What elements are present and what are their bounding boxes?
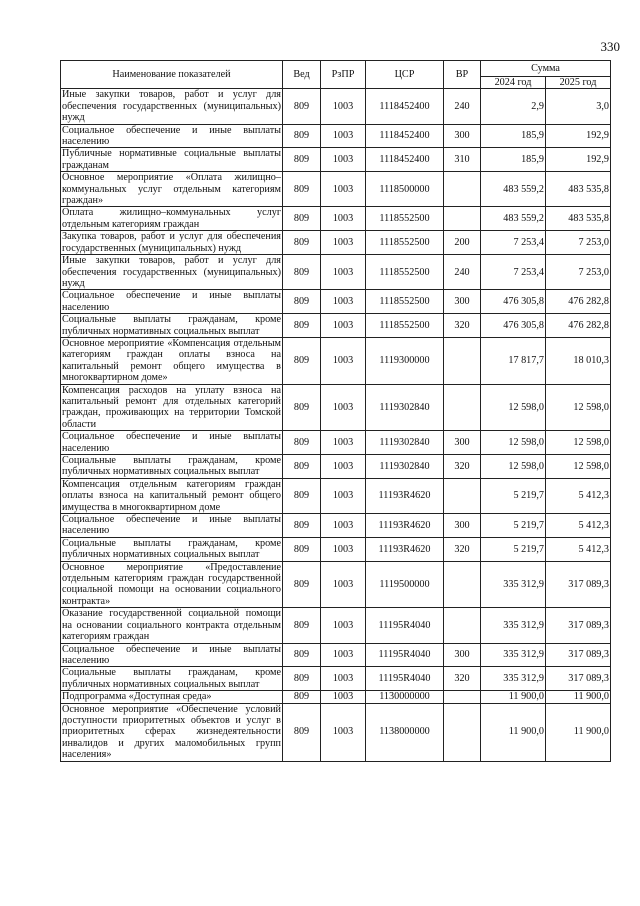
row-rzpr: 1003 <box>321 703 366 761</box>
row-sum-2025: 18 010,3 <box>546 337 611 384</box>
row-csr: 1119302840 <box>366 431 444 455</box>
row-vr <box>444 608 481 643</box>
row-sum-2024: 476 305,8 <box>481 290 546 314</box>
row-vr: 310 <box>444 148 481 172</box>
row-sum-2024: 2,9 <box>481 89 546 124</box>
row-csr: 1119500000 <box>366 561 444 608</box>
row-rzpr: 1003 <box>321 255 366 290</box>
row-vr <box>444 703 481 761</box>
table-row <box>61 337 611 384</box>
row-rzpr: 1003 <box>321 478 366 513</box>
row-csr: 1118452400 <box>366 148 444 172</box>
row-vr: 300 <box>444 124 481 148</box>
table-row <box>61 537 611 561</box>
row-csr: 1118552500 <box>366 207 444 231</box>
row-name: Подпрограмма «Доступная среда» <box>61 691 283 703</box>
row-csr: 1118552500 <box>366 231 444 255</box>
row-ved: 809 <box>283 561 321 608</box>
row-csr: 1119302840 <box>366 455 444 479</box>
row-sum-2024: 7 253,4 <box>481 255 546 290</box>
header-year-2024: 2024 год <box>481 77 546 89</box>
row-ved: 809 <box>283 89 321 124</box>
row-rzpr: 1003 <box>321 514 366 538</box>
row-sum-2024: 12 598,0 <box>481 384 546 431</box>
row-sum-2025: 483 535,8 <box>546 172 611 207</box>
row-name: Социальные выплаты гражданам, кроме публичных нормативных социальных выплат <box>62 537 281 561</box>
row-vr <box>444 207 481 231</box>
row-ved: 809 <box>283 207 321 231</box>
row-ved: 809 <box>283 537 321 561</box>
header-sum: Сумма <box>481 61 611 77</box>
row-rzpr: 1003 <box>321 89 366 124</box>
row-ved: 809 <box>283 124 321 148</box>
row-rzpr: 1003 <box>321 643 366 667</box>
header-name: Наименование показателей <box>61 61 283 89</box>
row-sum-2024: 12 598,0 <box>481 431 546 455</box>
row-name: Социальное обеспечение и иные выплаты населению <box>62 124 281 148</box>
row-vr: 320 <box>444 314 481 338</box>
row-rzpr: 1003 <box>321 455 366 479</box>
row-sum-2024: 185,9 <box>481 148 546 172</box>
row-rzpr: 1003 <box>321 384 366 431</box>
row-sum-2025: 7 253,0 <box>546 231 611 255</box>
table-row <box>61 148 611 172</box>
row-sum-2024: 476 305,8 <box>481 314 546 338</box>
row-csr: 1119302840 <box>366 384 444 431</box>
budget-table <box>60 60 611 762</box>
table-row <box>61 231 611 255</box>
table-row <box>61 255 611 290</box>
row-name: Компенсация отдельным категориям граждан оплаты взноса на капитальный ремонт общего имущества в многоквартирном доме <box>62 478 281 513</box>
table-header <box>61 61 611 89</box>
row-rzpr: 1003 <box>321 561 366 608</box>
table-row <box>61 561 611 608</box>
row-ved: 809 <box>283 667 321 691</box>
row-csr: 11193R4620 <box>366 478 444 513</box>
table-row <box>61 455 611 479</box>
row-csr: 1118500000 <box>366 172 444 207</box>
table-row <box>61 514 611 538</box>
row-sum-2024: 11 900,0 <box>481 691 546 703</box>
row-ved: 809 <box>283 643 321 667</box>
header-year-2025: 2025 год <box>546 77 611 89</box>
row-vr: 320 <box>444 667 481 691</box>
table-row <box>61 207 611 231</box>
row-name: Основное мероприятие «Компенсация отдельным категориям граждан оплаты взноса на капитальный ремонт общего имущества в многоквартирном доме» <box>62 337 281 384</box>
row-name: Оплата жилищно–коммунальных услуг отдельным категориям граждан <box>62 207 281 230</box>
row-sum-2024: 335 312,9 <box>481 667 546 691</box>
row-sum-2024: 335 312,9 <box>481 643 546 667</box>
row-ved: 809 <box>283 608 321 643</box>
row-rzpr: 1003 <box>321 148 366 172</box>
table-row <box>61 314 611 338</box>
row-sum-2024: 5 219,7 <box>481 537 546 561</box>
row-sum-2024: 5 219,7 <box>481 478 546 513</box>
row-ved: 809 <box>283 255 321 290</box>
row-rzpr: 1003 <box>321 608 366 643</box>
row-name: Социальное обеспечение и иные выплаты населению <box>62 431 281 454</box>
row-name: Закупка товаров, работ и услуг для обеспечения государственных (муниципальных) нужд <box>62 231 281 254</box>
row-name: Оказание государственной социальной помощи на основании социального контракта отдельным категориям граждан <box>62 608 281 643</box>
row-sum-2025: 192,9 <box>546 124 611 148</box>
row-sum-2024: 17 817,7 <box>481 337 546 384</box>
table-body <box>61 89 611 761</box>
row-csr: 11195R4040 <box>366 643 444 667</box>
row-csr: 1138000000 <box>366 703 444 761</box>
row-csr: 11195R4040 <box>366 608 444 643</box>
row-ved: 809 <box>283 478 321 513</box>
row-sum-2025: 483 535,8 <box>546 207 611 231</box>
row-ved: 809 <box>283 703 321 761</box>
row-name: Социальные выплаты гражданам, кроме публичных нормативных социальных выплат <box>62 455 281 478</box>
row-name: Основное мероприятие «Обеспечение условий доступности приоритетных объектов и услуг в приоритетных сферах жизнедеятельности инвалидов и других маломобильных групп населения» <box>62 703 281 761</box>
row-csr: 1118452400 <box>366 89 444 124</box>
row-sum-2025: 476 282,8 <box>546 290 611 314</box>
header-csr: ЦСР <box>366 61 444 89</box>
row-sum-2025: 5 412,3 <box>546 478 611 513</box>
row-sum-2025: 317 089,3 <box>546 643 611 667</box>
row-ved: 809 <box>283 337 321 384</box>
row-sum-2025: 476 282,8 <box>546 314 611 338</box>
row-csr: 1118552500 <box>366 314 444 338</box>
row-sum-2025: 317 089,3 <box>546 561 611 608</box>
table-row <box>61 89 611 124</box>
row-csr: 1119300000 <box>366 337 444 384</box>
row-name: Публичные нормативные социальные выплаты гражданам <box>62 148 281 171</box>
row-rzpr: 1003 <box>321 231 366 255</box>
row-csr: 1118552500 <box>366 255 444 290</box>
row-sum-2024: 483 559,2 <box>481 172 546 207</box>
row-vr <box>444 337 481 384</box>
row-name: Иные закупки товаров, работ и услуг для обеспечения государственных (муниципальных) нужд <box>62 255 281 289</box>
row-ved: 809 <box>283 290 321 314</box>
row-ved: 809 <box>283 231 321 255</box>
row-sum-2025: 11 900,0 <box>546 691 611 703</box>
row-vr <box>444 691 481 703</box>
row-sum-2025: 5 412,3 <box>546 514 611 538</box>
row-rzpr: 1003 <box>321 290 366 314</box>
row-sum-2025: 317 089,3 <box>546 667 611 691</box>
row-vr: 240 <box>444 255 481 290</box>
table-row <box>61 478 611 513</box>
row-csr: 11193R4620 <box>366 537 444 561</box>
row-ved: 809 <box>283 172 321 207</box>
row-ved: 809 <box>283 384 321 431</box>
row-sum-2025: 7 253,0 <box>546 255 611 290</box>
table-row <box>61 431 611 455</box>
header-vr: ВР <box>444 61 481 89</box>
row-vr: 320 <box>444 455 481 479</box>
row-vr <box>444 172 481 207</box>
row-name: Основное мероприятие «Предоставление отдельным категориям граждан государственной социальной помощи на основании социального контракта» <box>62 561 281 607</box>
row-sum-2024: 7 253,4 <box>481 231 546 255</box>
row-vr: 300 <box>444 290 481 314</box>
row-sum-2024: 483 559,2 <box>481 207 546 231</box>
table-row <box>61 667 611 691</box>
row-name: Основное мероприятие «Оплата жилищно–коммунальных услуг отдельным категориям граждан» <box>62 172 281 207</box>
table-row <box>61 691 611 703</box>
row-csr: 1118452400 <box>366 124 444 148</box>
row-rzpr: 1003 <box>321 172 366 207</box>
row-sum-2025: 11 900,0 <box>546 703 611 761</box>
row-vr <box>444 478 481 513</box>
row-vr: 300 <box>444 431 481 455</box>
row-sum-2024: 335 312,9 <box>481 561 546 608</box>
row-name: Социальные выплаты гражданам, кроме публичных нормативных социальных выплат <box>62 667 281 690</box>
table-row <box>61 172 611 207</box>
row-ved: 809 <box>283 514 321 538</box>
header-rzpr: РзПР <box>321 61 366 89</box>
row-ved: 809 <box>283 431 321 455</box>
row-rzpr: 1003 <box>321 537 366 561</box>
table-row <box>61 124 611 148</box>
row-sum-2024: 12 598,0 <box>481 455 546 479</box>
row-name: Иные закупки товаров, работ и услуг для обеспечения государственных (муниципальных) нужд <box>62 89 281 124</box>
row-rzpr: 1003 <box>321 431 366 455</box>
row-sum-2024: 11 900,0 <box>481 703 546 761</box>
row-ved: 809 <box>283 148 321 172</box>
row-name: Социальное обеспечение и иные выплаты населению <box>62 643 281 666</box>
row-vr: 240 <box>444 89 481 124</box>
row-csr: 11193R4620 <box>366 514 444 538</box>
row-rzpr: 1003 <box>321 207 366 231</box>
table-row <box>61 608 611 643</box>
row-name: Социальное обеспечение и иные выплаты населению <box>62 290 281 313</box>
row-ved: 809 <box>283 455 321 479</box>
table-row <box>61 384 611 431</box>
row-sum-2024: 335 312,9 <box>481 608 546 643</box>
row-name: Социальное обеспечение и иные выплаты населению <box>62 514 281 537</box>
row-rzpr: 1003 <box>321 337 366 384</box>
table-row <box>61 703 611 761</box>
row-vr <box>444 561 481 608</box>
row-sum-2025: 12 598,0 <box>546 455 611 479</box>
row-sum-2025: 12 598,0 <box>546 431 611 455</box>
row-sum-2025: 12 598,0 <box>546 384 611 431</box>
row-rzpr: 1003 <box>321 691 366 703</box>
row-ved: 809 <box>283 314 321 338</box>
row-vr: 200 <box>444 231 481 255</box>
row-sum-2024: 185,9 <box>481 124 546 148</box>
row-csr: 1130000000 <box>366 691 444 703</box>
row-name: Социальные выплаты гражданам, кроме публичных нормативных социальных выплат <box>62 314 281 337</box>
table-row <box>61 643 611 667</box>
row-csr: 11195R4040 <box>366 667 444 691</box>
row-sum-2025: 317 089,3 <box>546 608 611 643</box>
row-sum-2025: 3,0 <box>546 89 611 124</box>
row-sum-2025: 192,9 <box>546 148 611 172</box>
row-sum-2024: 5 219,7 <box>481 514 546 538</box>
row-sum-2025: 5 412,3 <box>546 537 611 561</box>
row-vr <box>444 384 481 431</box>
row-rzpr: 1003 <box>321 124 366 148</box>
row-vr: 300 <box>444 643 481 667</box>
row-vr: 300 <box>444 514 481 538</box>
header-ved: Вед <box>283 61 321 89</box>
row-rzpr: 1003 <box>321 667 366 691</box>
table-row <box>61 290 611 314</box>
row-ved: 809 <box>283 691 321 703</box>
page-number: 330 <box>600 39 620 54</box>
row-vr: 320 <box>444 537 481 561</box>
row-csr: 1118552500 <box>366 290 444 314</box>
row-rzpr: 1003 <box>321 314 366 338</box>
row-name: Компенсация расходов на уплату взноса на капитальный ремонт для отдельных категорий граждан, проживающих на территории Томской области <box>62 384 281 430</box>
